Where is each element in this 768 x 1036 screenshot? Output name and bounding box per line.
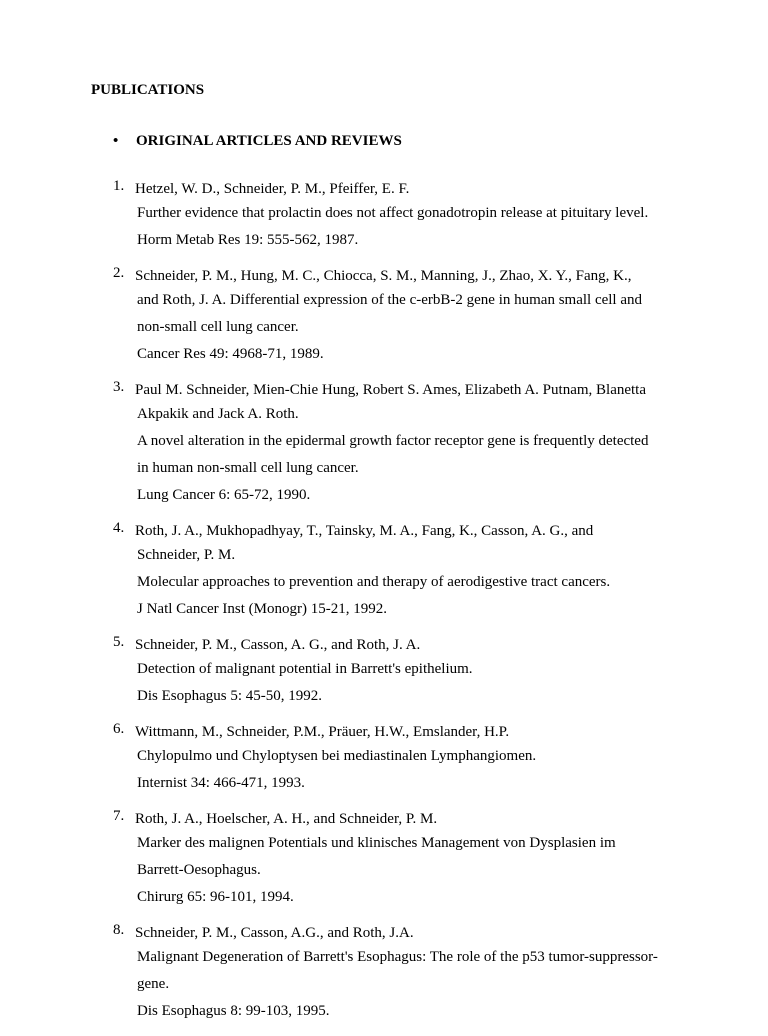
entry-line: J Natl Cancer Inst (Monogr) 15-21, 1992. bbox=[137, 601, 387, 617]
publication-entry bbox=[0, 178, 768, 254]
publication-entry bbox=[0, 721, 768, 797]
publication-entry bbox=[0, 808, 768, 911]
entry-number: 6. bbox=[113, 721, 125, 737]
entry-authors: Schneider, P. M., Casson, A. G., and Roth, J. A. bbox=[135, 637, 421, 653]
entry-number: 5. bbox=[113, 634, 125, 650]
entry-line: Molecular approaches to prevention and therapy of aerodigestive tract cancers. bbox=[137, 574, 611, 590]
entry-line: Schneider, P. M. bbox=[137, 547, 236, 563]
section-title: ORIGINAL ARTICLES AND REVIEWS bbox=[136, 133, 402, 149]
entry-line: Chylopulmo und Chyloptysen bei mediastinalen Lymphangiomen. bbox=[137, 748, 537, 764]
entry-line: Malignant Degeneration of Barrett's Esophagus: The role of the p53 tumor-suppressor- bbox=[137, 949, 658, 965]
entry-line: Lung Cancer 6: 65-72, 1990. bbox=[137, 487, 311, 503]
entry-number: 7. bbox=[113, 808, 125, 824]
publication-entry bbox=[0, 520, 768, 623]
publication-list bbox=[0, 178, 768, 1036]
entry-number: 4. bbox=[113, 520, 125, 536]
entry-number: 3. bbox=[113, 379, 125, 395]
publication-entry bbox=[0, 634, 768, 710]
publication-entry bbox=[0, 922, 768, 1025]
entry-authors: Paul M. Schneider, Mien-Chie Hung, Robert S. Ames, Elizabeth A. Putnam, Blanetta bbox=[135, 382, 646, 398]
entry-line: Detection of malignant potential in Barrett's epithelium. bbox=[137, 661, 473, 677]
entry-line: Dis Esophagus 8: 99-103, 1995. bbox=[137, 1003, 330, 1019]
entry-authors: Schneider, P. M., Hung, M. C., Chiocca, S. M., Manning, J., Zhao, X. Y., Fang, K., bbox=[135, 268, 632, 284]
entry-number: 1. bbox=[113, 178, 125, 194]
entry-line: Barrett-Oesophagus. bbox=[137, 862, 261, 878]
entry-line: Cancer Res 49: 4968-71, 1989. bbox=[137, 346, 324, 362]
entry-authors: Wittmann, M., Schneider, P.M., Präuer, H.W., Emslander, H.P. bbox=[135, 724, 510, 740]
entry-authors: Hetzel, W. D., Schneider, P. M., Pfeiffer, E. F. bbox=[135, 181, 410, 197]
section-heading bbox=[113, 133, 402, 150]
entry-number: 8. bbox=[113, 922, 125, 938]
entry-line: A novel alteration in the epidermal growth factor receptor gene is frequently detected bbox=[137, 433, 649, 449]
entry-line: and Roth, J. A. Differential expression of the c-erbB-2 gene in human small cell and bbox=[137, 292, 643, 308]
entry-authors: Roth, J. A., Mukhopadhyay, T., Tainsky, M. A., Fang, K., Casson, A. G., and bbox=[135, 523, 594, 539]
entry-line: Further evidence that prolactin does not affect gonadotropin release at pituitary level. bbox=[137, 205, 649, 221]
entry-line: gene. bbox=[137, 976, 170, 992]
entry-authors: Roth, J. A., Hoelscher, A. H., and Schneider, P. M. bbox=[135, 811, 438, 827]
publication-entry bbox=[0, 379, 768, 509]
entry-line: non-small cell lung cancer. bbox=[137, 319, 299, 335]
entry-line: in human non-small cell lung cancer. bbox=[137, 460, 359, 476]
entry-line: Chirurg 65: 96-101, 1994. bbox=[137, 889, 294, 905]
page-title: PUBLICATIONS bbox=[91, 82, 205, 98]
entry-line: Horm Metab Res 19: 555-562, 1987. bbox=[137, 232, 359, 248]
bullet-icon: • bbox=[113, 133, 119, 149]
entry-line: Marker des malignen Potentials und klinisches Management von Dysplasien im bbox=[137, 835, 616, 851]
entry-line: Internist 34: 466-471, 1993. bbox=[137, 775, 305, 791]
entry-line: Akpakik and Jack A. Roth. bbox=[137, 406, 299, 422]
entry-authors: Schneider, P. M., Casson, A.G., and Roth, J.A. bbox=[135, 925, 414, 941]
publication-entry bbox=[0, 265, 768, 368]
entry-line: Dis Esophagus 5: 45-50, 1992. bbox=[137, 688, 322, 704]
entry-number: 2. bbox=[113, 265, 125, 281]
